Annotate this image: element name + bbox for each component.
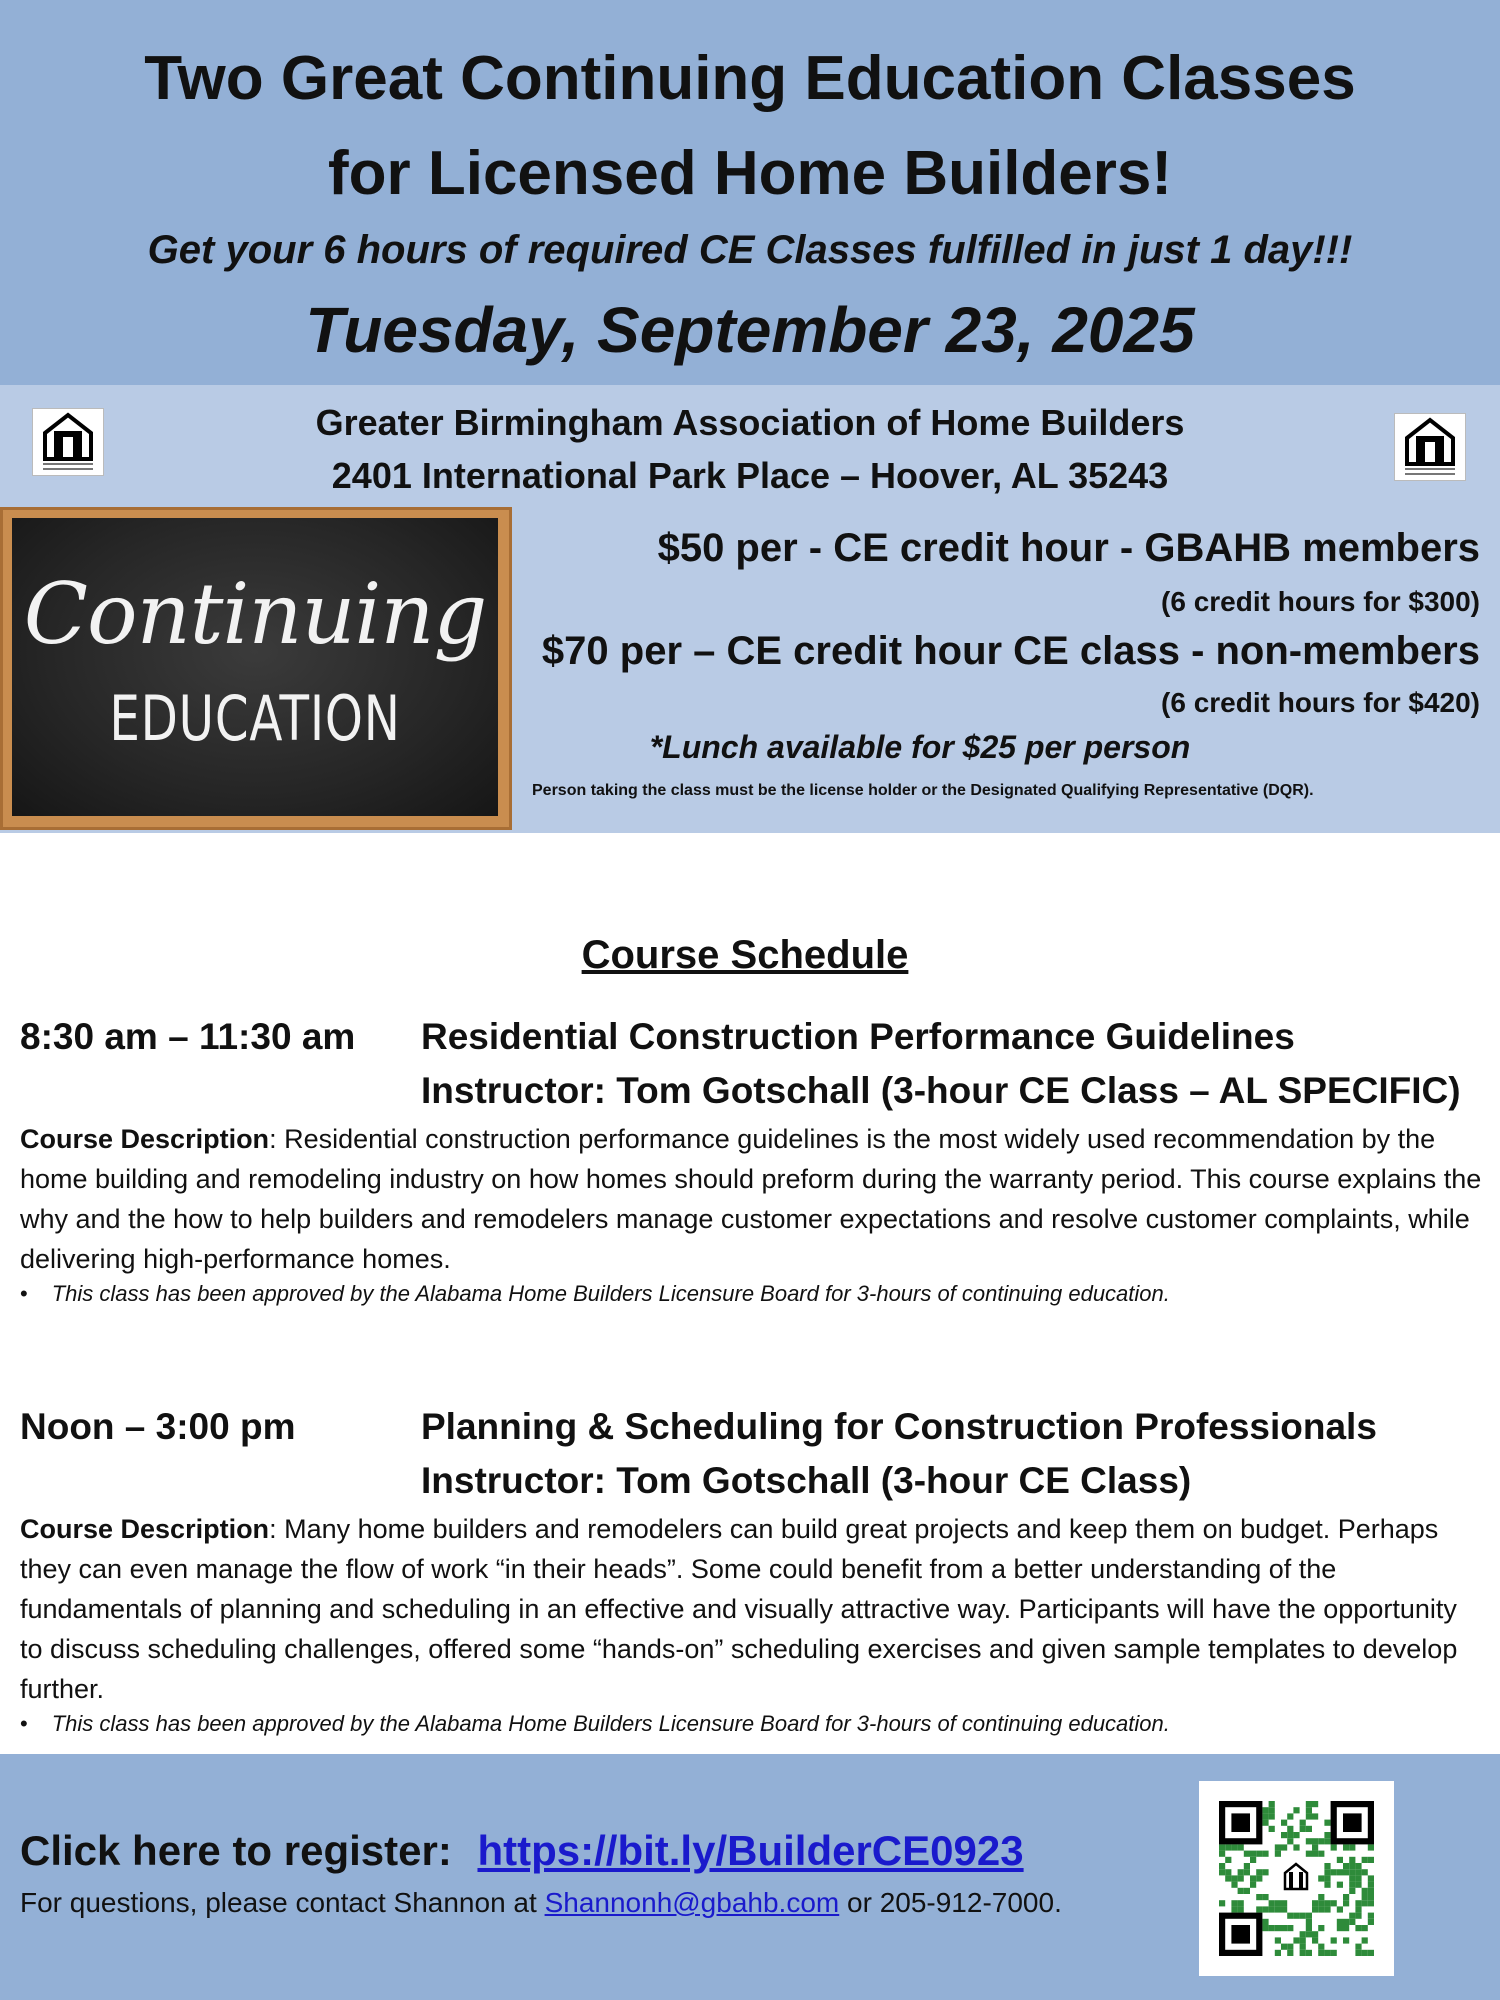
qr-module [1287,1826,1293,1832]
qr-module [1306,1807,1312,1813]
qr-module [1238,1875,1244,1881]
qr-module [1362,1937,1368,1943]
qr-module [1331,1950,1337,1956]
qr-module [1331,1869,1337,1875]
qr-module [1287,1944,1293,1950]
course-schedule-heading: Course Schedule [581,933,909,977]
qr-module [1287,1913,1293,1919]
contact-line [20,1887,1062,1919]
qr-module [1287,1838,1293,1844]
qr-module [1275,1937,1281,1943]
nonmember-total: (6 credit hours for $420) [1161,687,1480,718]
qr-module [1244,1888,1250,1894]
qr-module [1262,1925,1268,1931]
qr-module [1343,1937,1349,1943]
qr-module [1219,1863,1225,1869]
title-line-1: Two Great Continuing Education Classes [144,44,1356,113]
qr-module [1269,1826,1275,1832]
qr-module [1269,1807,1275,1813]
qr-module [1337,1925,1343,1931]
qr-module [1306,1826,1312,1832]
qr-module [1225,1875,1231,1881]
qr-module [1256,1851,1262,1857]
qr-module [1275,1851,1281,1857]
contact-email-link[interactable]: Shannonh@gbahb.com [544,1887,840,1918]
qr-module [1219,1851,1225,1857]
qr-module [1349,1857,1355,1863]
qr-module [1324,1863,1330,1869]
qr-module [1355,1950,1361,1956]
course-2-time: Noon – 3:00 pm [20,1406,296,1447]
qr-module [1281,1944,1287,1950]
qr-module [1225,1869,1231,1875]
qr-module [1368,1950,1374,1956]
course-1-instructor: Instructor: Tom Gotschall (3-hour CE Class – AL SPECIFIC) [421,1070,1461,1111]
qr-module [1343,1894,1349,1900]
register-link[interactable]: https://bit.ly/BuilderCE0923 [477,1827,1024,1874]
qr-module [1256,1875,1262,1881]
qr-module [1300,1931,1306,1937]
qr-module [1368,1913,1374,1919]
qr-module [1300,1820,1306,1826]
house-logo-icon [1395,414,1465,480]
qr-module [1269,1801,1275,1807]
qr-module [1318,1900,1324,1906]
qr-module [1312,1937,1318,1943]
qr-module [1368,1875,1374,1881]
qr-module [1238,1900,1244,1906]
chalkboard-image [12,518,498,816]
register-label: Click here to register: [20,1827,452,1874]
course-1-description-text: Residential construction performance guidelines is the most widely used recommendation by the home building and remodeling industry on how homes should preform during the warranty period. This course explains the why and the how to help builders and remodelers manage customer expectations and resolve customer complaints, while delivering high-performance homes. [20,1124,1482,1274]
qr-module [1355,1906,1361,1912]
qr-module [1368,1900,1374,1906]
venue-name: Greater Birmingham Association of Home Builders [315,402,1185,443]
qr-module [1300,1826,1306,1832]
qr-module [1281,1832,1287,1838]
course-1-title: Residential Construction Performance Guidelines [421,1016,1295,1057]
qr-code-icon [1199,1781,1394,1976]
qr-module [1262,1851,1268,1857]
qr-module [1256,1869,1262,1875]
qr-module [1275,1925,1281,1931]
qr-module [1343,1900,1349,1906]
qr-finder [1231,1925,1250,1944]
course-2-description-text: Many home builders and remodelers can build great projects and keep them on budget. Perhaps they can even manage the flow of work “in their heads”. Some could benefit from a better understanding of the fundamentals of planning and scheduling in an effective and visually attractive way. Participants will have the opportunity to discuss scheduling challenges, offered some “hands-on” scheduling exercises and given sample templates to develop further. [20,1514,1458,1704]
qr-module [1312,1931,1318,1937]
qr-module [1287,1813,1293,1819]
qr-module [1306,1913,1312,1919]
gbahb-logo-left [32,408,104,476]
qr-module [1244,1863,1250,1869]
qr-module [1306,1931,1312,1937]
qr-module [1306,1801,1312,1807]
qr-module [1219,1869,1225,1875]
qr-module [1287,1925,1293,1931]
qr-module [1231,1900,1237,1906]
qr-module [1281,1820,1287,1826]
qr-module [1244,1851,1250,1857]
qr-module [1349,1913,1355,1919]
qr-module [1312,1851,1318,1857]
qr-code[interactable] [1199,1781,1394,1976]
house-logo-icon [33,409,103,475]
qr-module [1331,1844,1337,1850]
qr-module [1269,1900,1275,1906]
qr-module [1368,1894,1374,1900]
course-2-title: Planning & Scheduling for Construction Professionals [421,1406,1377,1447]
qr-module [1349,1919,1355,1925]
qr-module [1337,1857,1343,1863]
qr-module [1343,1925,1349,1931]
qr-module [1343,1869,1349,1875]
qr-module [1349,1882,1355,1888]
qr-module [1293,1807,1299,1813]
qr-module [1355,1869,1361,1875]
qr-module [1306,1851,1312,1857]
member-total: (6 credit hours for $300) [1161,586,1480,617]
qr-module [1324,1950,1330,1956]
qr-module [1337,1869,1343,1875]
qr-module [1362,1894,1368,1900]
qr-module [1281,1844,1287,1850]
qr-module [1231,1906,1237,1912]
qr-module [1306,1919,1312,1925]
qr-module [1262,1807,1268,1813]
qr-module [1355,1944,1361,1950]
qr-module [1312,1838,1318,1844]
qr-module [1293,1937,1299,1943]
qr-module [1244,1869,1250,1875]
qr-module [1306,1838,1312,1844]
qr-module [1349,1869,1355,1875]
qr-module [1349,1888,1355,1894]
contact-prefix: For questions, please contact Shannon at [20,1887,537,1918]
qr-module [1362,1900,1368,1906]
course-description-label: Course Description [20,1124,270,1154]
qr-module [1324,1869,1330,1875]
qr-module [1293,1913,1299,1919]
qr-module [1312,1813,1318,1819]
qr-center-logo [1275,1857,1318,1900]
nonmember-rate: $70 per – CE credit hour CE class - non-members [541,629,1480,673]
qr-module [1318,1906,1324,1912]
course-1-description: Course Description: Residential construction performance guidelines is the most widely used recommendation by the home building and remodeling industry on how homes should preform during the warranty period. This course explains the why and the how to help builders and remodelers manage customer expectations and resolve customer complaints, while delivering high-performance homes. [20,1124,1482,1274]
contact-suffix: or 205-912-7000. [847,1887,1062,1918]
qr-module [1300,1937,1306,1943]
qr-module [1331,1900,1337,1906]
qr-module [1349,1875,1355,1881]
course-2-instructor: Instructor: Tom Gotschall (3-hour CE Class) [421,1460,1192,1501]
qr-module [1312,1900,1318,1906]
qr-module [1318,1851,1324,1857]
license-holder-note: Person taking the class must be the license holder or the Designated Qualifying Representative (DQR). [532,782,1314,799]
qr-module [1362,1950,1368,1956]
qr-module [1300,1913,1306,1919]
qr-module [1281,1906,1287,1912]
qr-module [1262,1869,1268,1875]
qr-finder [1343,1813,1362,1832]
venue-address: 2401 International Park Place – Hoover, AL 35243 [331,455,1169,496]
qr-module [1355,1863,1361,1869]
qr-module [1368,1844,1374,1850]
lunch-note: *Lunch available for $25 per person [649,729,1191,765]
qr-module [1312,1844,1318,1850]
qr-module [1269,1813,1275,1819]
qr-module [1287,1950,1293,1956]
qr-module [1262,1906,1268,1912]
chalkboard-education: EDUCATION [109,682,401,755]
qr-module [1275,1906,1281,1912]
qr-module [1300,1944,1306,1950]
qr-module [1324,1838,1330,1844]
qr-module [1269,1925,1275,1931]
qr-module [1281,1925,1287,1931]
qr-module [1231,1882,1237,1888]
qr-module [1324,1832,1330,1838]
qr-module [1368,1919,1374,1925]
qr-module [1250,1875,1256,1881]
qr-module [1324,1906,1330,1912]
qr-module [1355,1925,1361,1931]
course-1-approval-text: This class has been approved by the Alabama Home Builders Licensure Board for 3-hours of continuing education. [51,1281,1170,1306]
qr-module [1238,1869,1244,1875]
qr-module [1343,1844,1349,1850]
qr-module [1275,1844,1281,1850]
qr-module [1318,1950,1324,1956]
qr-module [1219,1844,1225,1850]
qr-module [1219,1900,1225,1906]
qr-module [1231,1844,1237,1850]
qr-module [1306,1950,1312,1956]
course-1-time: 8:30 am – 11:30 am [20,1016,356,1057]
qr-module [1368,1882,1374,1888]
qr-module [1324,1820,1330,1826]
qr-module [1368,1888,1374,1894]
qr-module [1312,1906,1318,1912]
qr-module [1300,1950,1306,1956]
qr-module [1318,1925,1324,1931]
qr-module [1238,1844,1244,1850]
qr-module [1306,1925,1312,1931]
qr-module [1262,1813,1268,1819]
qr-module [1343,1919,1349,1925]
qr-module [1355,1882,1361,1888]
qr-module [1293,1844,1299,1850]
qr-module [1349,1844,1355,1850]
qr-module [1312,1801,1318,1807]
qr-module [1368,1857,1374,1863]
qr-module [1324,1900,1330,1906]
qr-module [1349,1863,1355,1869]
qr-module [1262,1919,1268,1925]
qr-module [1250,1851,1256,1857]
qr-module [1281,1900,1287,1906]
subtitle: Get your 6 hours of required CE Classes fulfilled in just 1 day!!! [147,228,1353,272]
qr-module [1355,1875,1361,1881]
member-rate: $50 per - CE credit hour - GBAHB members [657,526,1480,570]
qr-module [1262,1894,1268,1900]
qr-module [1250,1882,1256,1888]
qr-module [1318,1894,1324,1900]
qr-module [1269,1906,1275,1912]
qr-module [1287,1832,1293,1838]
qr-module [1238,1906,1244,1912]
course-2-description: Course Description: Many home builders and remodelers can build great projects and keep them on budget. Perhaps they can even manage the flow of work “in their heads”. Some could benefit from a better understanding of the fundamentals of planning and scheduling in an effective and visually attractive way. Participants will have the opportunity to discuss scheduling challenges, offered some “hands-on” scheduling exercises and given sample templates to develop further. [20,1514,1458,1704]
qr-module [1324,1875,1330,1881]
qr-module [1337,1882,1343,1888]
event-date: Tuesday, September 23, 2025 [305,294,1195,366]
qr-module [1318,1875,1324,1881]
qr-module [1231,1875,1237,1881]
qr-module [1225,1857,1231,1863]
qr-module [1262,1820,1268,1826]
qr-module [1331,1937,1337,1943]
qr-module [1362,1888,1368,1894]
course-2-approval-text: This class has been approved by the Alabama Home Builders Licensure Board for 3-hours of continuing education. [51,1711,1170,1736]
title-line-2: for Licensed Home Builders! [327,139,1173,208]
course-1-approval: • This class has been approved by the Alabama Home Builders Licensure Board for 3-hours of continuing education. [20,1281,1170,1306]
qr-module [1362,1925,1368,1931]
qr-module [1256,1906,1262,1912]
qr-module [1293,1832,1299,1838]
qr-module [1337,1919,1343,1925]
qr-module [1225,1844,1231,1850]
qr-module [1275,1950,1281,1956]
qr-module [1250,1857,1256,1863]
qr-module [1355,1913,1361,1919]
course-2-approval: • This class has been approved by the Alabama Home Builders Licensure Board for 3-hours of continuing education. [20,1711,1170,1736]
qr-module [1324,1882,1330,1888]
course-description-label: Course Description [20,1514,270,1544]
qr-module [1337,1906,1343,1912]
qr-module [1343,1863,1349,1869]
qr-finder [1231,1813,1250,1832]
qr-module [1362,1869,1368,1875]
qr-module [1355,1900,1361,1906]
qr-module [1238,1888,1244,1894]
qr-module [1306,1813,1312,1819]
qr-module [1318,1838,1324,1844]
gbahb-logo-right [1394,413,1466,481]
qr-module [1362,1857,1368,1863]
qr-module [1256,1894,1262,1900]
qr-module [1275,1900,1281,1906]
chalkboard-continuing: Continuing [23,565,487,663]
qr-module [1318,1944,1324,1950]
register-line [20,1827,1024,1875]
